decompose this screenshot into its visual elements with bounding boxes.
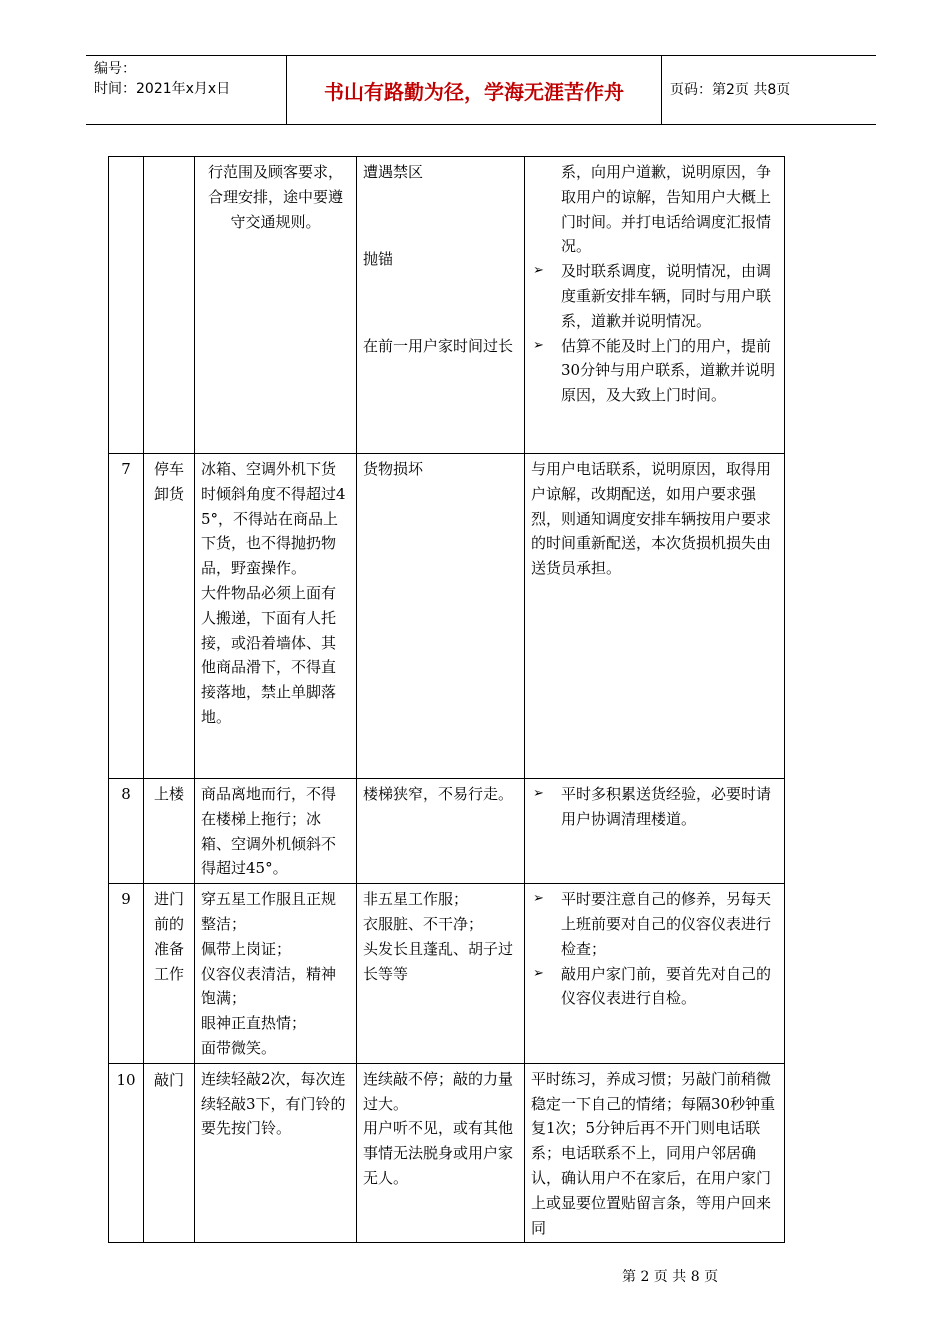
row-step: 进门前的准备工作 [144,884,195,1064]
list-item: ➢ 平时要注意自己的修养，另每天上班前要对自己的仪容仪表进行检查； [531,887,778,961]
page-header [86,55,876,125]
row-issues [357,884,525,1064]
row-step: 停车卸货 [144,454,195,779]
row-number: 8 [109,779,144,884]
row-standard [195,884,357,1064]
header-page-label: 页码：第2页 共8页 [670,82,791,98]
standard-text: 大件物品必须上面有人搬递，下面有人托接，或沿着墙体、其他商品滑下，不得直接落地，禁止单脚落地。 [201,583,337,726]
row-step [144,157,195,454]
standard-text: 连续轻敲2次，每次连续轻敲3下，有门铃的要先按门铃。 [201,1069,346,1138]
table-row [109,1063,785,1243]
handling-text: 与用户电话联系，说明原因，取得用户谅解，改期配送，如用户要求强烈，则通知调度安排车辆按用户要求的时间重新配送，本次货损机损失由送货员承担。 [531,460,772,578]
issue-text: 连续敲不停；敲的力量过大。 [363,1069,514,1113]
row-issues [357,157,525,454]
row-step: 敲门 [144,1063,195,1243]
standard-text: 行范围及顾客要求，合理安排，途中要遵守交通规则。 [207,163,343,231]
standard-text: 眼神正直热情； [201,1014,307,1033]
time-label: 时间：2021年x月x日 [94,81,231,97]
header-meta [94,59,230,99]
row-handling [525,779,785,884]
issue-text: 头发长且蓬乱、胡子过长等等 [363,939,514,983]
handling-text: 平时练习，养成习惯；另敲门前稍微稳定一下自己的情绪；每隔30秒钟重复1次；5分钟后再不开门则电话联系；电话联系不上，同用户邻居确认，确认用户不在家后，在用户家门上或显要位置贴留言条，等用户回来同 [531,1069,776,1237]
list-item: ➢ 估算不能及时上门的用户，提前30分钟与用户联系，道歉并说明原因，及大致上门时间。 [531,334,778,408]
table-row [109,157,785,454]
row-issues [357,454,525,779]
handling-list [531,887,778,1011]
row-handling [525,884,785,1064]
row-number [109,157,144,454]
issue-text: 抛锚 [363,249,394,268]
row-number: 9 [109,884,144,1064]
row-standard [195,1063,357,1243]
list-item: ➢ 平时多积累送货经验，必要时请用户协调清理楼道。 [531,782,778,832]
standard-text: 仪容仪表清洁，精神饱满； [201,964,337,1008]
row-handling [525,157,785,454]
row-handling [525,454,785,779]
standard-text: 穿五星工作服且正规整洁； [201,890,337,933]
list-item: ➢ 及时联系调度，说明情况，由调度重新安排车辆，同时与用户联系，道歉并说明情况。 [531,259,778,333]
table-row [109,454,785,779]
row-standard [195,779,357,884]
list-item: ➢ 敲用户家门前，要首先对自己的仪容仪表进行自检。 [531,962,778,1012]
standard-text: 商品离地而行，不得在楼梯上拖行；冰箱、空调外机倾斜不得超过45°。 [201,785,337,878]
issue-text: 遭遇禁区 [363,163,424,181]
number-label: 编号： [94,61,136,77]
table-row [109,779,785,884]
row-handling [525,1063,785,1243]
page-footer: 第 2 页 共 8 页 [622,1269,719,1285]
issue-text: 在前一用户家时间过长 [363,336,514,355]
issue-text: 非五星工作服； [363,890,469,909]
row-standard [195,157,357,454]
handling-list [531,782,778,832]
issue-text: 衣服脏、不干净； [363,914,484,933]
handling-list [531,259,778,408]
row-number: 10 [109,1063,144,1243]
header-motto: 书山有路勤为径，学海无涯苦作舟 [286,56,662,124]
issue-text: 用户听不见，或有其他事情无法脱身或用户家无人。 [363,1119,514,1187]
row-number: 7 [109,454,144,779]
table-row [109,884,785,1064]
row-step: 上楼 [144,779,195,884]
standard-text: 面带微笑。 [201,1038,277,1057]
issue-text: 楼梯狭窄，不易行走。 [363,785,514,803]
standard-text: 佩带上岗证； [201,939,292,958]
handling-text: 系，向用户道歉，说明原因，争取用户的谅解，告知用户大概上门时间。并打电话给调度汇报情况。 [561,163,772,256]
standard-text: 冰箱、空调外机下货时倾斜角度不得超过45°，不得站在商品上下货，也不得抛扔物品，野蛮操作。 [201,460,346,578]
row-issues [357,1063,525,1243]
row-issues [357,779,525,884]
row-standard [195,454,357,779]
procedure-table [108,156,785,1243]
issue-text: 货物损坏 [363,460,424,478]
